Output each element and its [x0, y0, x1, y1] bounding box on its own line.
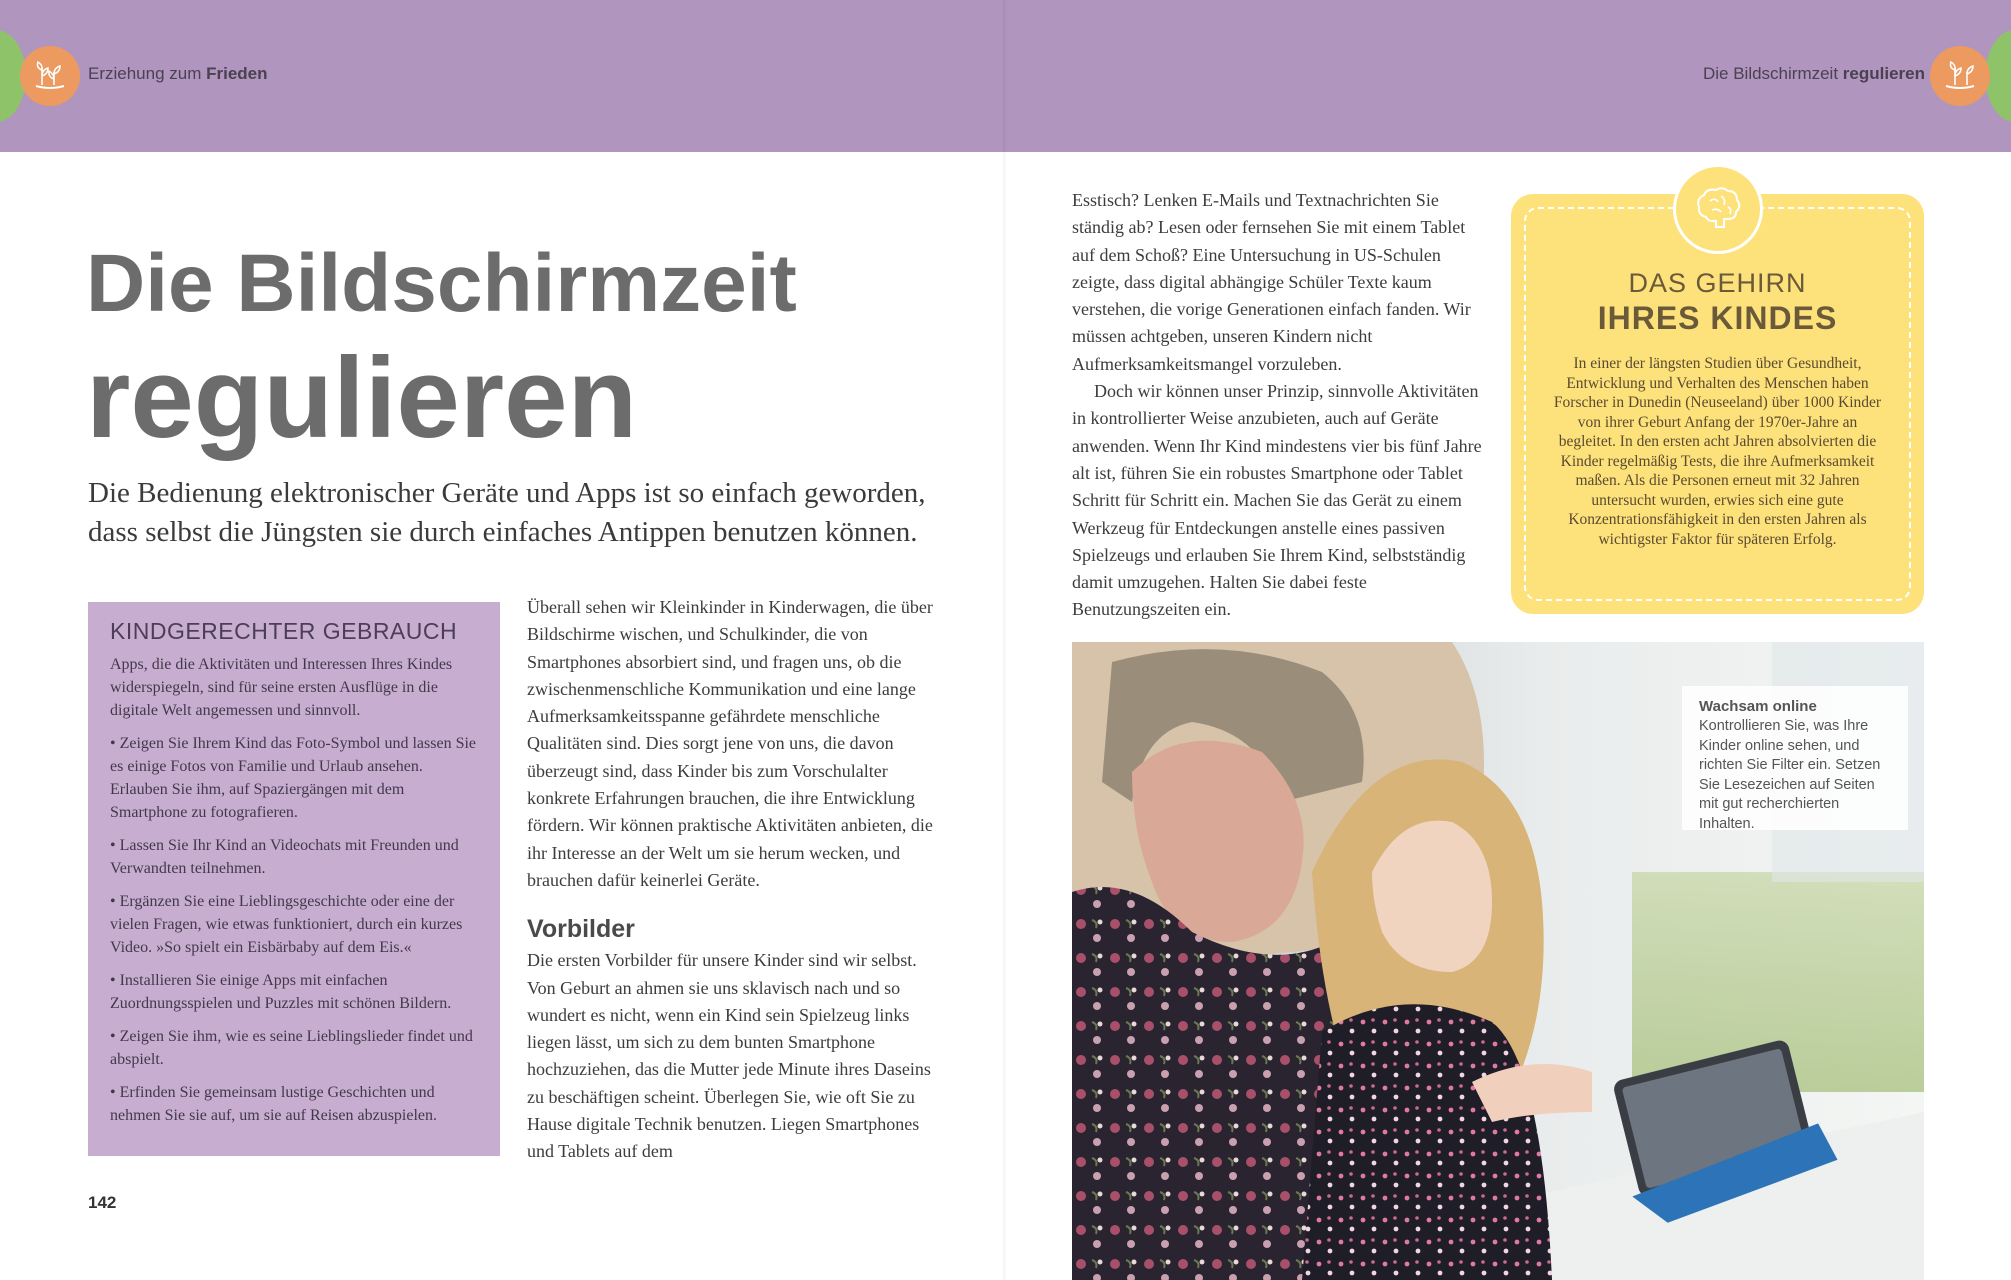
plant-icon — [1930, 46, 1990, 106]
caption-text: Kontrollieren Sie, was Ihre Kinder online sehen, und richten Sie Filter ein. Setzen Sie Lesezeichen auf Seiten mit gut recherchierten Inhalten. — [1699, 718, 1881, 832]
running-head-left — [88, 64, 268, 84]
body-paragraph: Esstisch? Lenken E-Mails und Textnachrichten Sie ständig ab? Lesen oder fernsehen Sie mit einem Tablet auf dem Schoß? Eine Untersuchung in US-Schulen zeigte, dass digital abhängige Schüler Texte kaum verstehen, die vorige Generationen einfach fanden. Wir müssen achtgeben, unseren Kindern nicht Aufmerksamkeitsmangel vorzuleben. — [1072, 190, 1471, 374]
sidebar-title: KINDGERECHTER GEBRAUCH — [110, 618, 458, 644]
body-paragraph: Überall sehen wir Kleinkinder in Kinderwagen, die über Bildschirme wischen, und Schulkinder, die von Smartphones absorbiert sind, und fragen uns, ob die zwischenmenschliche Kommunikation und eine lange Aufmerksamkeitsspanne gefährdete menschliche Qualitäten sind. Dies sorgt jene von uns, die davon überzeugt sind, dass Kinder bis zum Vorschulalter konkrete Erfahrungen brauchen, die ihre Entwicklung fördern. Wir können praktische Aktivitäten anbieten, die ihr Interesse an der Welt um sie herum wecken, und brauchen dafür keinerlei Geräte. — [527, 597, 933, 890]
info-box-title-line2: IHRES KINDES — [1597, 300, 1838, 336]
body-paragraph: Doch wir können unser Prinzip, sinnvolle Aktivitäten in kontrollierter Weise anzubieten, auch auf Geräte anwenden. Wenn Ihr Kind mindestens vier bis fünf Jahre alt ist, führen Sie ein robustes Smartphone oder Tablet Schritt für Schritt ein. Machen Sie das Gerät zu einem Werkzeug für Entdeckungen anstelle eines passiven Spielzeugs und erlauben Sie Ihrem Kind, selbstständig damit umzugehen. Halten Sie dabei feste Benutzungszeiten ein. — [1072, 381, 1482, 620]
running-head-bold: regulieren — [1842, 64, 1925, 83]
plant-icon — [20, 46, 80, 106]
section-heading: Vorbilder — [527, 915, 635, 944]
body-paragraph: Die ersten Vorbilder für unsere Kinder sind wir selbst. Von Geburt an ahmen sie uns sklavisch nach und so wundert es nicht, wenn ein Kind sein Spielzeug links liegen lässt, um sich zu dem bunten Smartphone hochzuziehen, das die Mutter jede Minute ihres Daseins zu beschäftigen scheint. Überlegen Sie, wie oft Sie zu Hause digitale Technik benutzen. Liegen Smartphones und Tablets auf dem — [527, 950, 931, 1162]
body-column-2 — [1072, 187, 1484, 624]
caption-title: Wachsam online — [1699, 698, 1817, 715]
info-box-text: In einer der längsten Studien über Gesundheit, Entwicklung und Verhalten des Menschen haben Forscher in Dunedin (Neuseeland) über 1000 Kinder von ihrer Geburt Anfang der 1970er-Jahre an begleitet. In den ersten acht Jahren absolvierten die Kinder regelmäßig Tests, die ihre Aufmerksamkeit maßen. Als die Personen erneut mit 32 Jahren untersucht wurden, erwies sich eine gute Konzentrationsfähigkeit in den ersten Jahren als wichtigster Faktor für späteren Erfolg. — [1553, 355, 1882, 548]
page-title-line2: regulieren — [86, 335, 638, 462]
page-title-line1: Die Bildschirmzeit — [86, 238, 797, 329]
sidebar-bullet: • Lassen Sie Ihr Kind an Videochats mit Freunden und Verwandten teilnehmen. — [110, 837, 459, 877]
running-head-light: Erziehung zum — [88, 64, 202, 83]
sidebar-bullet: • Installieren Sie einige Apps mit einfachen Zuordnungsspielen und Puzzles mit schönen Bildern. — [110, 972, 452, 1012]
running-head-bold: Frieden — [206, 64, 268, 83]
page-number: 142 — [88, 1193, 117, 1212]
running-head-right — [1703, 64, 1925, 84]
sidebar-bullet: • Erfinden Sie gemeinsam lustige Geschichten und nehmen Sie sie auf, um sie auf Reisen abzuspielen. — [110, 1084, 438, 1124]
running-head-light: Die Bildschirmzeit — [1702, 64, 1839, 83]
sidebar-bullet: • Zeigen Sie ihm, wie es seine Lieblingslieder findet und abspielt. — [110, 1028, 473, 1068]
brain-icon — [1673, 164, 1763, 254]
lead-paragraph: Die Bedienung elektronischer Geräte und Apps ist so einfach geworden, dass selbst die Jüngsten sie durch einfaches Antippen benutzen können. — [88, 477, 926, 548]
photo-caption — [1682, 686, 1908, 830]
info-box — [1511, 194, 1924, 614]
sidebar-bullet: • Zeigen Sie Ihrem Kind das Foto-Symbol und lassen Sie es einige Fotos von Familie und Urlaub ansehen. Erlauben Sie ihm, auf Spaziergängen mit dem Smartphone zu fotografieren. — [110, 735, 477, 821]
tips-sidebar — [88, 602, 500, 1156]
sidebar-intro: Apps, die die Aktivitäten und Interessen Ihres Kindes widerspiegeln, sind für seine ersten Ausflüge in die digitale Welt angemessen und sinnvoll. — [110, 656, 453, 719]
sidebar-bullet: • Ergänzen Sie eine Lieblingsgeschichte oder eine der vielen Fragen, wie etwas funktioniert, durch ein kurzes Video. »So spielt ein Eisbärbaby auf dem Eis.« — [110, 893, 463, 956]
page-gutter — [1003, 0, 1007, 1280]
body-column-1 — [527, 594, 947, 1166]
info-box-title-line1: DAS GEHIRN — [1628, 268, 1807, 298]
